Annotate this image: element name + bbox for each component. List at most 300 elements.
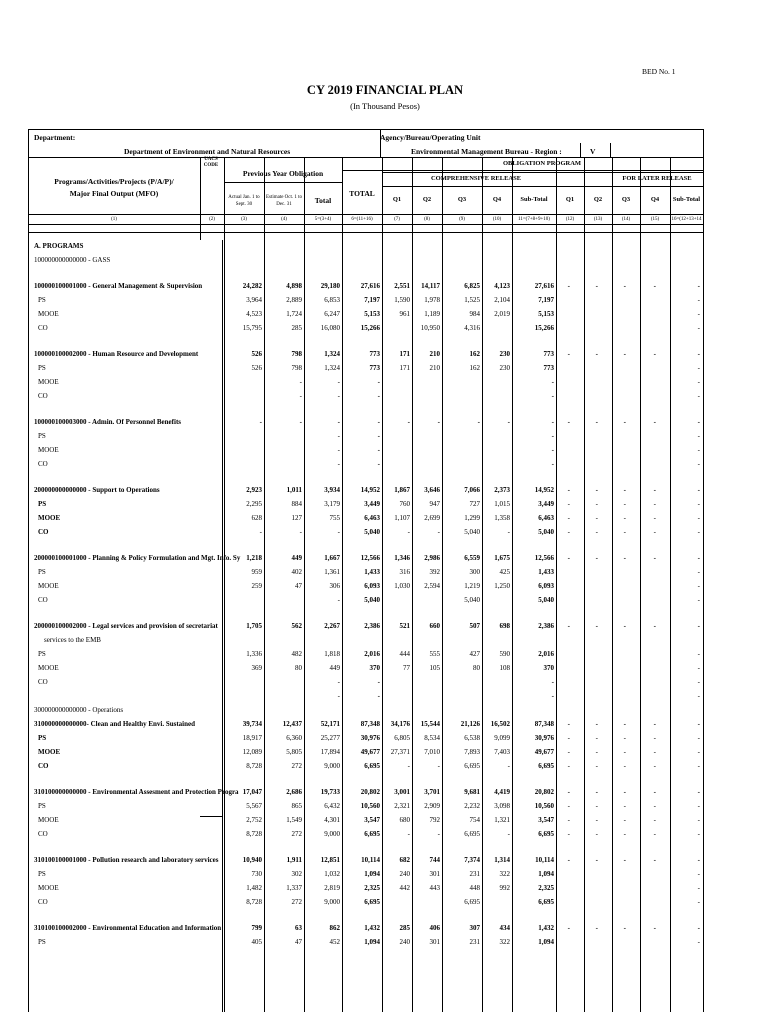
grid-line xyxy=(442,157,443,232)
table-cell: - xyxy=(595,554,598,562)
table-cell: - xyxy=(567,554,570,562)
table-cell: 6,695 xyxy=(364,898,380,906)
table-cell: 1,218 xyxy=(246,554,262,562)
table-cell: 884 xyxy=(291,500,302,508)
grid-line xyxy=(224,157,225,232)
grid-line xyxy=(703,129,704,1012)
table-cell: 2,321 xyxy=(394,802,410,810)
row-label: CO xyxy=(38,324,48,332)
table-cell: 1,299 xyxy=(464,514,480,522)
row-label: MOOE xyxy=(38,446,59,454)
table-cell: 9,000 xyxy=(324,830,340,838)
department-name: Department of Environment and Natural Resources xyxy=(124,147,291,156)
table-cell: - xyxy=(377,678,380,686)
table-cell: - xyxy=(567,734,570,742)
table-cell: 773 xyxy=(543,364,554,372)
table-cell: 27,616 xyxy=(534,282,554,290)
grid-line xyxy=(612,232,613,1012)
table-cell: - xyxy=(437,830,440,838)
programs-header-line2: Major Final Output (MFO) xyxy=(69,189,159,198)
table-cell: 1,590 xyxy=(394,296,410,304)
table-cell: 4,316 xyxy=(464,324,480,332)
grid-line xyxy=(610,143,611,157)
table-cell: 1,482 xyxy=(246,884,262,892)
table-cell: 4,523 xyxy=(246,310,262,318)
table-cell: - xyxy=(595,486,598,494)
table-cell: - xyxy=(697,734,700,742)
table-cell: 14,952 xyxy=(360,486,380,494)
table-cell: - xyxy=(477,418,480,426)
table-cell: 322 xyxy=(499,938,510,946)
table-cell: 2,232 xyxy=(464,802,480,810)
table-cell: - xyxy=(697,802,700,810)
table-cell: 3,547 xyxy=(364,816,380,824)
later-q2-header: Q2 xyxy=(593,196,603,203)
table-cell: 1,336 xyxy=(246,650,262,658)
table-cell: - xyxy=(653,720,656,728)
table-cell: - xyxy=(507,762,510,770)
table-cell: - xyxy=(697,460,700,468)
q4-header: Q4 xyxy=(492,196,502,203)
table-cell: 5,040 xyxy=(464,596,480,604)
table-cell: 405 xyxy=(251,938,262,946)
agency-name: Environmental Management Bureau - Region : xyxy=(411,147,562,156)
table-cell: - xyxy=(697,282,700,290)
table-cell: 301 xyxy=(429,938,440,946)
table-cell: 272 xyxy=(291,898,302,906)
table-cell: 6,463 xyxy=(364,514,380,522)
table-cell: 12,437 xyxy=(282,720,302,728)
table-cell: 1,911 xyxy=(286,856,302,864)
obligation-program-header: OBLIGATION PROGRAM xyxy=(502,160,582,167)
table-cell: 1,314 xyxy=(494,856,510,864)
table-cell: - xyxy=(697,582,700,590)
table-cell: - xyxy=(697,678,700,686)
table-cell: - xyxy=(259,528,262,536)
column-number: (1) xyxy=(111,217,117,222)
actual-header: Actual Jan. 1 to Sept. 30 xyxy=(228,195,260,207)
table-cell: - xyxy=(595,762,598,770)
table-cell: 3,098 xyxy=(494,802,510,810)
column-number: (8) xyxy=(424,217,430,222)
table-cell: 444 xyxy=(399,650,410,658)
table-cell: 1,094 xyxy=(364,870,380,878)
table-cell: 1,675 xyxy=(494,554,510,562)
form-code: BED No. 1 xyxy=(642,67,676,76)
table-cell: 1,867 xyxy=(394,486,410,494)
grid-line xyxy=(640,232,641,1012)
table-cell: 49,677 xyxy=(534,748,554,756)
table-cell: 1,324 xyxy=(324,364,340,372)
table-cell: 47 xyxy=(295,938,302,946)
table-cell: - xyxy=(377,418,380,426)
table-cell: - xyxy=(653,554,656,562)
row-label: PS xyxy=(38,870,46,878)
table-cell: 80 xyxy=(473,664,480,672)
table-cell: 1,667 xyxy=(324,554,340,562)
table-cell: 798 xyxy=(291,350,302,358)
table-cell: - xyxy=(697,378,700,386)
table-cell: 171 xyxy=(399,364,410,372)
table-cell: - xyxy=(623,418,626,426)
table-cell: - xyxy=(567,350,570,358)
table-cell: 5,567 xyxy=(246,802,262,810)
table-cell: 25,277 xyxy=(320,734,340,742)
grid-line xyxy=(200,232,201,240)
table-cell: 6,695 xyxy=(464,898,480,906)
table-cell: 2,551 xyxy=(394,282,410,290)
table-cell: 1,724 xyxy=(286,310,302,318)
table-cell: 2,295 xyxy=(246,500,262,508)
estimate-header: Estimate Oct. 1 to Dec. 31 xyxy=(265,195,303,207)
table-cell: - xyxy=(551,692,554,700)
table-cell: 52,171 xyxy=(320,720,340,728)
table-cell: 21,126 xyxy=(460,720,480,728)
table-cell: - xyxy=(337,528,340,536)
table-cell: 17,894 xyxy=(320,748,340,756)
table-cell: 2,986 xyxy=(424,554,440,562)
row-label: 300000000000000 - Operations xyxy=(34,706,124,714)
table-cell: 12,089 xyxy=(242,748,262,756)
table-cell: 2,019 xyxy=(494,310,510,318)
table-cell: - xyxy=(507,418,510,426)
grid-line xyxy=(304,232,305,1012)
page-subtitle: (In Thousand Pesos) xyxy=(350,101,420,111)
row-label: 100000100002000 - Human Resource and Development xyxy=(34,350,199,358)
table-cell: - xyxy=(697,870,700,878)
table-cell: 984 xyxy=(469,310,480,318)
table-cell: - xyxy=(551,418,554,426)
table-cell: 6,695 xyxy=(464,762,480,770)
table-cell: 24,282 xyxy=(242,282,262,290)
table-cell: 773 xyxy=(369,350,380,358)
table-cell: - xyxy=(567,418,570,426)
table-cell: 2,594 xyxy=(424,582,440,590)
table-cell: - xyxy=(551,460,554,468)
table-cell: - xyxy=(595,528,598,536)
row-label: CO xyxy=(38,762,49,770)
row-label: 310000000000000- Clean and Healthy Envi. Sustained xyxy=(34,720,196,728)
table-cell: 698 xyxy=(499,622,510,630)
table-cell: 682 xyxy=(399,856,410,864)
row-label: 200000000000000 - Support to Operations xyxy=(34,486,160,494)
grid-line xyxy=(556,157,557,232)
agency-label: Agency/Bureau/Operating Unit xyxy=(380,133,481,142)
table-cell: - xyxy=(595,720,598,728)
table-cell: - xyxy=(337,596,340,604)
table-cell: 3,449 xyxy=(538,500,554,508)
table-cell: 80 xyxy=(295,664,302,672)
table-cell: - xyxy=(623,514,626,522)
table-cell: 1,433 xyxy=(364,568,380,576)
column-number: (13) xyxy=(593,217,603,222)
table-cell: 2,889 xyxy=(286,296,302,304)
table-cell: - xyxy=(595,856,598,864)
table-cell: - xyxy=(623,622,626,630)
table-cell: 862 xyxy=(329,924,340,932)
row-label: CO xyxy=(38,460,48,468)
grid-line xyxy=(28,129,29,1012)
table-cell: 15,266 xyxy=(360,324,380,332)
grid-line xyxy=(28,224,703,225)
table-cell: - xyxy=(697,324,700,332)
table-cell: 2,699 xyxy=(424,514,440,522)
table-cell: - xyxy=(653,350,656,358)
table-cell: 210 xyxy=(429,364,440,372)
table-cell: 755 xyxy=(329,514,340,522)
row-label: 100000000000000 - GASS xyxy=(34,256,111,264)
table-cell: 2,819 xyxy=(324,884,340,892)
table-cell: 240 xyxy=(399,938,410,946)
table-cell: - xyxy=(377,692,380,700)
table-cell: 3,449 xyxy=(364,500,380,508)
table-cell: - xyxy=(697,392,700,400)
table-cell: - xyxy=(551,432,554,440)
table-cell: 799 xyxy=(251,924,262,932)
table-cell: - xyxy=(407,830,410,838)
table-cell: 272 xyxy=(291,762,302,770)
table-cell: - xyxy=(697,650,700,658)
table-cell: - xyxy=(337,392,340,400)
table-cell: 5,040 xyxy=(538,528,554,536)
table-cell: 1,361 xyxy=(324,568,340,576)
table-cell: - xyxy=(697,486,700,494)
table-cell: 7,403 xyxy=(494,748,510,756)
table-cell: - xyxy=(595,830,598,838)
table-cell: 63 xyxy=(295,924,302,932)
table-cell: 12,566 xyxy=(534,554,554,562)
later-q3-header: Q3 xyxy=(621,196,631,203)
table-cell: - xyxy=(567,528,570,536)
table-cell: - xyxy=(507,830,510,838)
row-label: 100000100001000 - General Management & Supervision xyxy=(34,282,203,290)
grid-line xyxy=(442,232,443,1012)
table-cell: 443 xyxy=(429,884,440,892)
table-cell: - xyxy=(653,514,656,522)
table-cell: 1,015 xyxy=(494,500,510,508)
table-cell: - xyxy=(595,924,598,932)
table-cell: 2,104 xyxy=(494,296,510,304)
table-cell: 18,917 xyxy=(242,734,262,742)
grid-line xyxy=(382,186,703,187)
column-number: 16=(12+13+14 xyxy=(671,217,702,222)
table-cell: - xyxy=(567,514,570,522)
table-cell: 14,952 xyxy=(534,486,554,494)
table-cell: 2,267 xyxy=(324,622,340,630)
table-cell: 3,179 xyxy=(324,500,340,508)
table-cell: - xyxy=(623,734,626,742)
table-cell: 15,544 xyxy=(420,720,440,728)
later-q1-header: Q1 xyxy=(565,196,575,203)
table-cell: 230 xyxy=(499,364,510,372)
table-cell: 1,030 xyxy=(394,582,410,590)
table-cell: 1,219 xyxy=(464,582,480,590)
row-label: MOOE xyxy=(38,748,61,756)
table-cell: 6,247 xyxy=(324,310,340,318)
grid-line xyxy=(224,232,225,1012)
table-cell: - xyxy=(337,460,340,468)
grid-line xyxy=(670,232,671,1012)
table-cell: 1,549 xyxy=(286,816,302,824)
table-cell: 20,802 xyxy=(534,788,554,796)
table-cell: - xyxy=(551,678,554,686)
table-cell: 10,114 xyxy=(361,856,380,864)
table-cell: - xyxy=(259,418,262,426)
table-cell: 452 xyxy=(329,938,340,946)
table-cell: - xyxy=(697,310,700,318)
table-cell: 2,373 xyxy=(494,486,510,494)
table-cell: 87,348 xyxy=(360,720,380,728)
table-cell: - xyxy=(595,350,598,358)
row-label: MOOE xyxy=(38,310,59,318)
table-cell: 1,337 xyxy=(286,884,302,892)
table-cell: 6,825 xyxy=(464,282,480,290)
grid-line xyxy=(580,143,581,157)
table-cell: 77 xyxy=(403,664,410,672)
grid-line xyxy=(382,172,703,173)
row-label: PS xyxy=(38,296,46,304)
table-cell: - xyxy=(623,762,626,770)
table-cell: - xyxy=(623,924,626,932)
table-cell: 49,677 xyxy=(360,748,380,756)
table-cell: 7,197 xyxy=(538,296,554,304)
table-cell: - xyxy=(567,762,570,770)
column-number: (3) xyxy=(241,217,247,222)
table-cell: 285 xyxy=(399,924,410,932)
table-cell: - xyxy=(567,500,570,508)
table-cell: 5,040 xyxy=(464,528,480,536)
table-cell: 3,001 xyxy=(394,788,410,796)
row-label: 200000100001000 - Planning & Policy Formulation and Mgt. Info. Sy xyxy=(34,554,241,562)
table-cell: - xyxy=(653,622,656,630)
table-cell: - xyxy=(377,446,380,454)
table-cell: 590 xyxy=(499,650,510,658)
table-cell: 162 xyxy=(469,364,480,372)
table-cell: 1,432 xyxy=(538,924,554,932)
table-cell: 442 xyxy=(399,884,410,892)
table-cell: - xyxy=(551,378,554,386)
table-cell: 1,011 xyxy=(286,486,302,494)
department-label: Department: xyxy=(34,133,76,142)
grid-line xyxy=(264,182,265,214)
row-label: MOOE xyxy=(38,582,59,590)
table-cell: 8,534 xyxy=(424,734,440,742)
total-caps-header: TOTAL xyxy=(349,189,375,198)
table-cell: 1,321 xyxy=(494,816,510,824)
table-cell: 10,560 xyxy=(534,802,554,810)
table-cell: 1,094 xyxy=(538,938,554,946)
table-cell: 87,348 xyxy=(534,720,554,728)
table-cell: - xyxy=(623,528,626,536)
table-cell: 2,386 xyxy=(364,622,380,630)
grid-line xyxy=(380,129,381,157)
table-cell: - xyxy=(653,762,656,770)
table-cell: 1,032 xyxy=(324,870,340,878)
row-label: PS xyxy=(38,364,46,372)
table-cell: 754 xyxy=(469,816,480,824)
table-cell: 434 xyxy=(499,924,510,932)
table-cell: - xyxy=(623,856,626,864)
grid-line xyxy=(28,232,703,233)
table-cell: - xyxy=(653,418,656,426)
total-header: Total xyxy=(314,196,332,205)
grid-line xyxy=(222,240,223,1012)
table-cell: 773 xyxy=(543,350,554,358)
grid-line xyxy=(264,232,265,1012)
row-label: CO xyxy=(38,678,48,686)
row-label: PS xyxy=(38,802,46,810)
table-cell: 301 xyxy=(429,870,440,878)
table-cell: 14,117 xyxy=(421,282,440,290)
grid-line xyxy=(556,232,557,1012)
table-cell: - xyxy=(697,788,700,796)
column-number: (4) xyxy=(281,217,287,222)
table-cell: 9,681 xyxy=(464,788,480,796)
table-cell: - xyxy=(697,664,700,672)
grid-line xyxy=(342,232,343,1012)
q3-header: Q3 xyxy=(457,196,467,203)
table-cell: 427 xyxy=(469,650,480,658)
table-cell: 1,432 xyxy=(364,924,380,932)
table-cell: 6,093 xyxy=(364,582,380,590)
table-cell: 30,976 xyxy=(360,734,380,742)
table-cell: 9,099 xyxy=(494,734,510,742)
column-number: (14) xyxy=(621,217,631,222)
table-cell: 1,346 xyxy=(394,554,410,562)
table-cell: 865 xyxy=(291,802,302,810)
table-cell: - xyxy=(567,830,570,838)
table-cell: 12,566 xyxy=(360,554,380,562)
table-cell: 1,818 xyxy=(324,650,340,658)
table-cell: 1,433 xyxy=(538,568,554,576)
table-cell: 27,616 xyxy=(360,282,380,290)
table-cell: - xyxy=(697,568,700,576)
table-cell: - xyxy=(337,432,340,440)
table-cell: 6,695 xyxy=(538,830,554,838)
table-cell: 7,010 xyxy=(424,748,440,756)
grid-line xyxy=(584,232,585,1012)
previous-year-header: Previous Year Obligation xyxy=(242,169,324,178)
table-cell: 4,123 xyxy=(494,282,510,290)
table-cell: - xyxy=(697,500,700,508)
column-number: (9) xyxy=(459,217,465,222)
table-cell: - xyxy=(623,816,626,824)
table-cell: 6,695 xyxy=(538,762,554,770)
table-cell: - xyxy=(299,528,302,536)
table-cell: 105 xyxy=(429,664,440,672)
table-cell: 10,114 xyxy=(535,856,554,864)
table-cell: 1,705 xyxy=(246,622,262,630)
table-cell: - xyxy=(337,678,340,686)
table-cell: 6,695 xyxy=(364,830,380,838)
table-cell: - xyxy=(567,282,570,290)
table-cell: 6,538 xyxy=(464,734,480,742)
table-cell: 7,066 xyxy=(464,486,480,494)
table-cell: 448 xyxy=(469,884,480,892)
table-cell: - xyxy=(623,486,626,494)
table-cell: 12,851 xyxy=(320,856,340,864)
grid-line xyxy=(670,157,671,232)
row-label: 310100000000000 - Environmental Assesment and Protection Progra xyxy=(34,788,239,796)
table-cell: 792 xyxy=(429,816,440,824)
table-cell: - xyxy=(407,762,410,770)
table-cell: - xyxy=(595,748,598,756)
table-cell: 30,976 xyxy=(534,734,554,742)
table-cell: 5,805 xyxy=(286,748,302,756)
table-cell: 628 xyxy=(251,514,262,522)
table-cell: 6,360 xyxy=(286,734,302,742)
table-cell: 2,325 xyxy=(538,884,554,892)
